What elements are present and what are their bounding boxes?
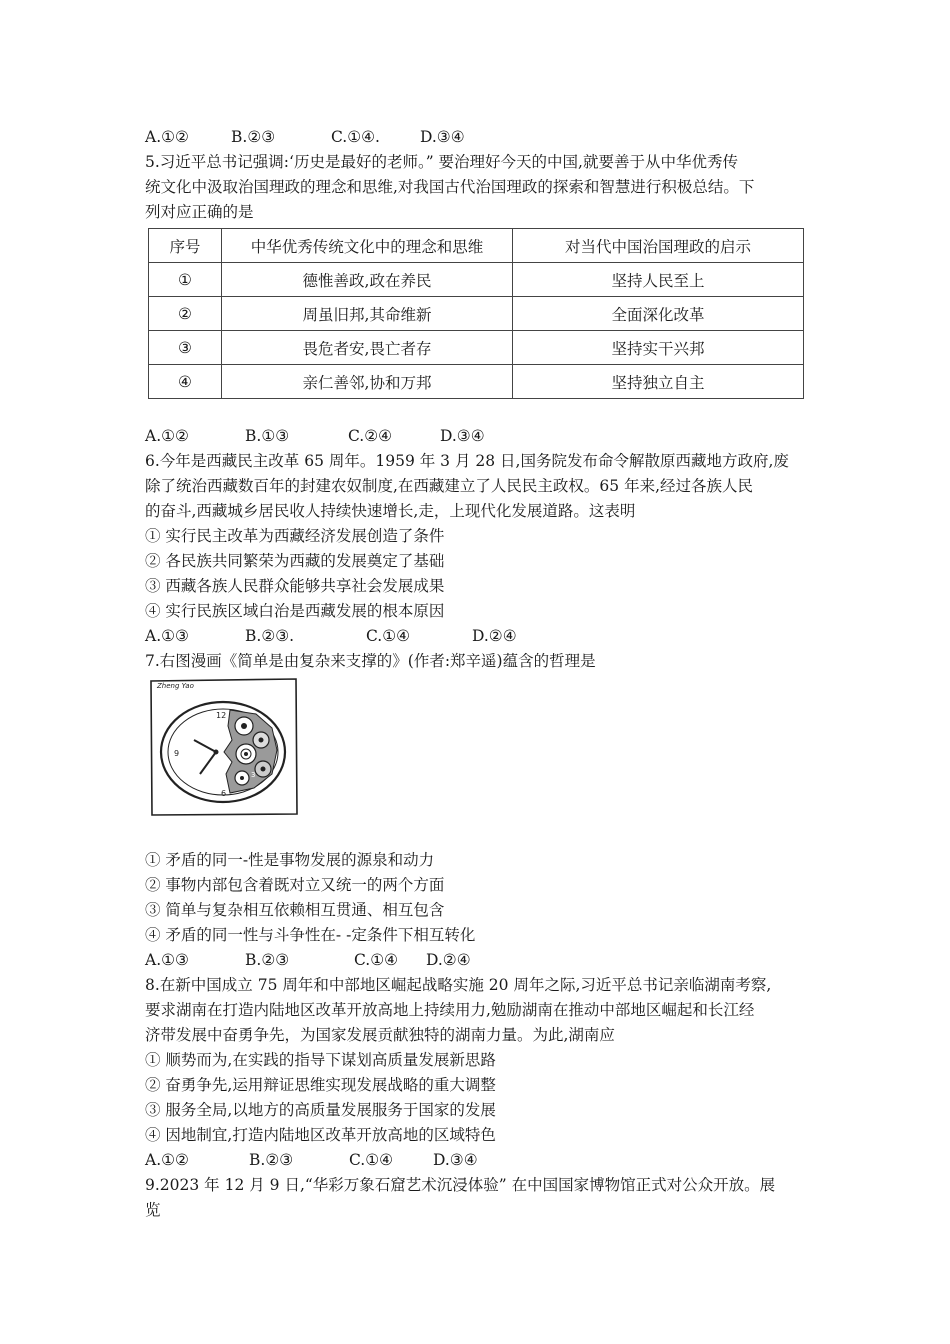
q8-option-d[interactable]: D.③④ (433, 1151, 478, 1169)
q5-option-a[interactable]: A.①② (145, 427, 189, 445)
q8-option-a[interactable]: A.①② (145, 1151, 189, 1169)
q8-item-1: ① 顺势而为,在实践的指导下谋划高质量发展新思路 (145, 1051, 496, 1069)
q7-option-c[interactable]: C.①④ (354, 951, 399, 969)
q8-option-c[interactable]: C.①④ (349, 1151, 394, 1169)
q7-option-d[interactable]: D.②④ (426, 951, 471, 969)
table-row (149, 365, 804, 399)
q8-item-2: ② 奋勇争先,运用辩证思维实现发展战略的重大调整 (145, 1076, 496, 1094)
q8-stem-line-2: 要求湖南在打造内陆地区改革开放高地上持续用力,勉励湖南在推动中部地区崛起和长江经 (145, 1001, 755, 1019)
q7-item-4: ④ 矛盾的同一性与斗争性在- -定条件下相互转化 (145, 926, 476, 944)
table-row (149, 263, 804, 297)
q8-options (145, 1149, 478, 1171)
comic-number-12: 12 (216, 711, 227, 720)
q6-option-c[interactable]: C.①④ (366, 627, 411, 645)
q5-option-b[interactable]: B.①③ (245, 427, 290, 445)
q6-option-d[interactable]: D.②④ (472, 627, 517, 645)
q4-option-d[interactable]: D.③④ (420, 128, 465, 146)
comic-number-9: 9 (174, 749, 180, 758)
q8-option-b[interactable]: B.②③ (249, 1151, 294, 1169)
q7-stem: 7.右图漫画《简单是由复杂来支撑的》(作者:郑辛遥)蕴含的哲理是 (145, 652, 596, 670)
q5-stem-line-1: 5.习近平总书记强调:‘历史是最好的老师。” 要治理好今天的中国,就要善于从中华优秀传 (145, 153, 738, 171)
q6-item-1: ① 实行民主改革为西藏经济发展创造了条件 (145, 527, 445, 545)
q5-option-d[interactable]: D.③④ (440, 427, 485, 445)
q9-stem-line-2: 览 (145, 1201, 161, 1219)
q8-stem-line-1: 8.在新中国成立 75 周年和中部地区崛起战略实施 20 周年之际,习近平总书记亲临湖南考察, (145, 976, 772, 994)
q6-option-b[interactable]: B.②③. (245, 627, 295, 645)
table-header-index: 序号 (149, 229, 222, 263)
q4-option-a[interactable]: A.①② (145, 128, 189, 146)
q7-item-1: ① 矛盾的同一-性是事物发展的源泉和动力 (145, 851, 435, 869)
comic-number-6: 6 (221, 789, 227, 798)
q6-item-2: ② 各民族共同繁荣为西藏的发展奠定了基础 (145, 552, 445, 570)
q6-stem-line-1: 6.今年是西藏民主改革 65 周年。1959 年 3 月 28 日,国务院发布命令解散原西藏地方政府,废 (145, 452, 789, 470)
table-header-inspiration: 对当代中国治国理政的启示 (513, 229, 804, 263)
table-cell: 坚持人民至上 (513, 263, 804, 297)
q9-stem-line-1: 9.2023 年 12 月 9 日,“华彩万象石窟艺术沉浸体验” 在中国国家博物馆正式对公众开放。展 (145, 1176, 776, 1194)
q6-options (145, 625, 517, 647)
q8-item-3: ③ 服务全局,以地方的高质量发展服务于国家的发展 (145, 1101, 496, 1119)
q6-stem-line-2: 除了统治西藏数百年的封建农奴制度,在西藏建立了人民民主政权。65 年来,经过各族人民 (145, 477, 754, 495)
table-cell: ④ (149, 365, 222, 399)
table-cell: ③ (149, 331, 222, 365)
q5-options (145, 425, 485, 447)
q7-option-a[interactable]: A.①③ (145, 951, 189, 969)
comic-signature: Zheng Yao (157, 682, 194, 690)
clock-gears-comic (148, 676, 298, 816)
table-cell: 坚持实干兴邦 (513, 331, 804, 365)
q5-option-c[interactable]: C.②④ (348, 427, 393, 445)
q7-option-b[interactable]: B.②③ (245, 951, 290, 969)
table-cell: 德惟善政,政在养民 (222, 263, 513, 297)
table-cell: 周虽旧邦,其命维新 (222, 297, 513, 331)
q7-options (145, 949, 471, 971)
table-cell: 畏危者安,畏亡者存 (222, 331, 513, 365)
q6-item-4: ④ 实行民族区域白治是西藏发展的根本原因 (145, 602, 445, 620)
table-cell: ② (149, 297, 222, 331)
q5-stem-line-2: 统文化中汲取治国理政的理念和思维,对我国古代治国理政的探索和智慧进行积极总结。下 (145, 178, 755, 196)
q4-option-b[interactable]: B.②③ (231, 128, 276, 146)
table-row (149, 331, 804, 365)
q8-stem-line-3: 济带发展中奋勇争先，为国家发展贡献独特的湖南力量。为此,湖南应 (145, 1026, 615, 1044)
q4-option-c[interactable]: C.①④. (331, 128, 380, 146)
q6-stem-line-3: 的奋斗,西藏城乡居民收人持续快速增长,走，上现代化发展道路。这表明 (145, 502, 636, 520)
table-header-idea: 中华优秀传统文化中的理念和思维 (222, 229, 513, 263)
q7-item-2: ② 事物内部包含着既对立又统一的两个方面 (145, 876, 445, 894)
table-header-row (149, 229, 804, 263)
q8-item-4: ④ 因地制宜,打造内陆地区改革开放高地的区域特色 (145, 1126, 496, 1144)
comic-number-3: 3 (251, 771, 256, 779)
q5-table (148, 228, 804, 399)
table-cell: 全面深化改革 (513, 297, 804, 331)
table-cell: 亲仁善邻,协和万邦 (222, 365, 513, 399)
table-row (149, 297, 804, 331)
q6-option-a[interactable]: A.①③ (145, 627, 189, 645)
q6-item-3: ③ 西藏各族人民群众能够共享社会发展成果 (145, 577, 445, 595)
q7-item-3: ③ 简单与复杂相互依赖相互贯通、相互包含 (145, 901, 445, 919)
q4-options (145, 126, 465, 148)
table-cell: 坚持独立自主 (513, 365, 804, 399)
q5-stem-line-3: 列对应正确的是 (145, 203, 254, 221)
table-cell: ① (149, 263, 222, 297)
